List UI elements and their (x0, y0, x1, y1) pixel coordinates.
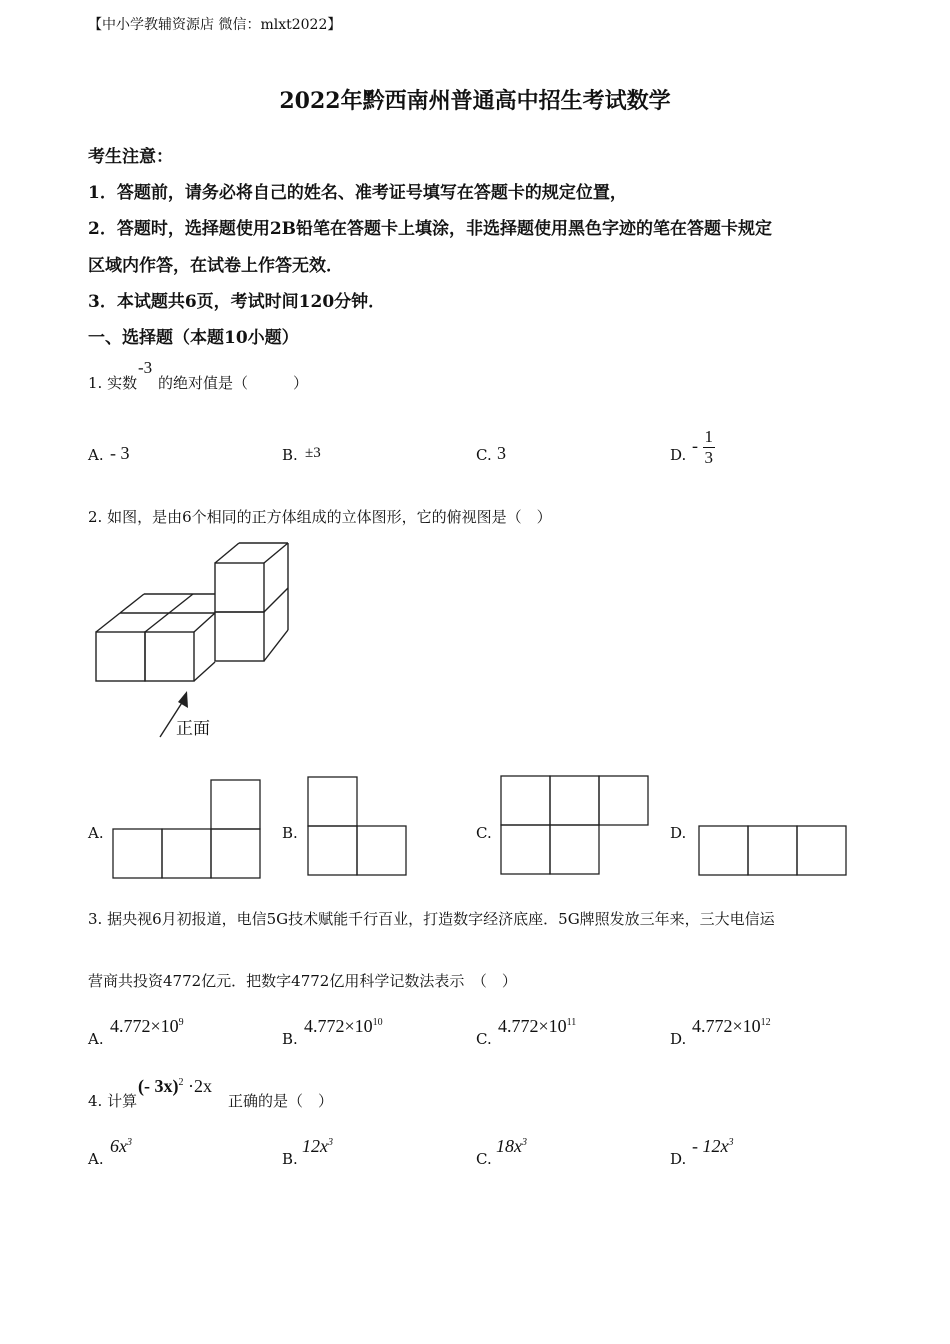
q4-option-d-label: D. (670, 1150, 687, 1168)
q4-expression-exponent: 2 (178, 1077, 184, 1088)
q2-solid-figure (90, 538, 310, 748)
q3-option-b-label: B. (282, 1030, 298, 1048)
q1-text-pre: 1. 实数 (88, 374, 138, 392)
notice-heading: 考生注意： (88, 147, 173, 167)
section-1-heading: 一、选择题（本题10小题） (88, 328, 299, 348)
q3-option-b-exponent: 10 (372, 1017, 383, 1028)
notice-item-3: 3．本试题共6页，考试时间120分钟． (88, 292, 386, 312)
q2-option-c-figure (498, 773, 654, 879)
q1-option-b-label: B. (282, 446, 298, 464)
notice-item-2-line1: 2．答题时，选择题使用2B铅笔在答题卡上填涂，非选择题使用黑色字迹的笔在答题卡规定 (88, 219, 773, 239)
q4-option-b-base: 12x (302, 1136, 328, 1156)
q2-option-d-figure (696, 823, 852, 880)
q3-option-a-exponent: 9 (178, 1017, 184, 1028)
page-header: 【中小学教辅资源店 微信：mlxt2022】 (88, 17, 342, 33)
q3-option-d-value (692, 1016, 771, 1037)
q3-option-b-base: 4.772×10 (304, 1016, 373, 1036)
q1-option-c-value: 3 (497, 443, 506, 463)
q4-expression-tail: ·2x (187, 1076, 212, 1096)
q2-option-b-label: B. (282, 824, 298, 842)
q1-option-c-label: C. (476, 446, 492, 464)
q4-option-d-value (692, 1136, 733, 1157)
q4-option-a-exponent: 3 (127, 1137, 132, 1148)
q4-option-c-value (496, 1136, 527, 1157)
q4-text-post: 正确的是（ ） (228, 1092, 334, 1110)
q1-option-a-label: A. (88, 446, 104, 464)
q2-option-b-figure (305, 774, 411, 880)
q1-text-post: 的绝对值是（ ） (158, 374, 309, 392)
q1-option-a-value: - 3 (110, 443, 130, 463)
q3-option-d-base: 4.772×10 (692, 1016, 761, 1036)
q4-option-d-exponent: 3 (728, 1137, 734, 1148)
q4-expression-base: (- 3x) (138, 1076, 179, 1096)
q4-expression (138, 1076, 212, 1097)
q4-option-b-exponent: 3 (328, 1137, 333, 1148)
q4-option-b-label: B. (282, 1150, 298, 1168)
q3-option-a-base: 4.772×10 (110, 1016, 179, 1036)
q4-option-b-value (302, 1136, 333, 1157)
q4-option-a-label: A. (88, 1150, 104, 1168)
q2-option-a-label: A. (88, 824, 104, 842)
notice-item-1: 1．答题前，请务必将自己的姓名、准考证号填写在答题卡的规定位置， (88, 183, 627, 203)
q3-option-a-value (110, 1016, 184, 1037)
q2-option-a-figure (110, 776, 266, 882)
q3-text-line2: 营商共投资4772亿元．把数字4772亿用科学记数法表示 （ ） (88, 972, 517, 990)
q4-option-d-base: - 12x (692, 1136, 729, 1156)
q4-text-pre: 4. 计算 (88, 1092, 138, 1110)
q1-option-b-value: ±3 (305, 445, 321, 461)
q3-text-line1: 3. 据央视6月初报道，电信5G技术赋能千行百业，打造数字经济底座．5G牌照发放三年来，三大电信运 (88, 910, 775, 928)
q4-option-c-exponent: 3 (522, 1137, 527, 1148)
q1-option-d-sign: - (692, 435, 698, 456)
q2-option-d-label: D. (670, 824, 687, 842)
q1-option-d-fraction (703, 427, 716, 468)
q2-text: 2. 如图，是由6个相同的正方体组成的立体图形，它的俯视图是（ ） (88, 508, 552, 526)
q4-option-a-base: 6x (110, 1136, 127, 1156)
q1-option-d-denominator: 3 (704, 448, 713, 467)
q2-option-c-label: C. (476, 824, 492, 842)
q1-expression: -3 (138, 358, 153, 377)
q3-option-b-value (304, 1016, 383, 1037)
q2-figure-label: 正面 (176, 719, 210, 739)
q3-option-c-base: 4.772×10 (498, 1016, 567, 1036)
q1-option-d-label: D. (670, 446, 687, 464)
q3-option-a-label: A. (88, 1030, 104, 1048)
q3-option-d-label: D. (670, 1030, 687, 1048)
q3-option-c-value (498, 1016, 576, 1037)
q1-option-d-numerator: 1 (704, 427, 713, 446)
notice-item-2-line2: 区域内作答，在试卷上作答无效． (88, 256, 343, 276)
q4-option-c-base: 18x (496, 1136, 522, 1156)
q1-option-d-value (692, 427, 715, 468)
q4-option-c-label: C. (476, 1150, 492, 1168)
q4-option-a-value (110, 1136, 132, 1157)
q3-option-c-exponent: 11 (566, 1017, 577, 1028)
exam-title: 2022年黔西南州普通高中招生考试数学 (279, 88, 671, 114)
q3-option-d-exponent: 12 (760, 1017, 771, 1028)
q3-option-c-label: C. (476, 1030, 492, 1048)
